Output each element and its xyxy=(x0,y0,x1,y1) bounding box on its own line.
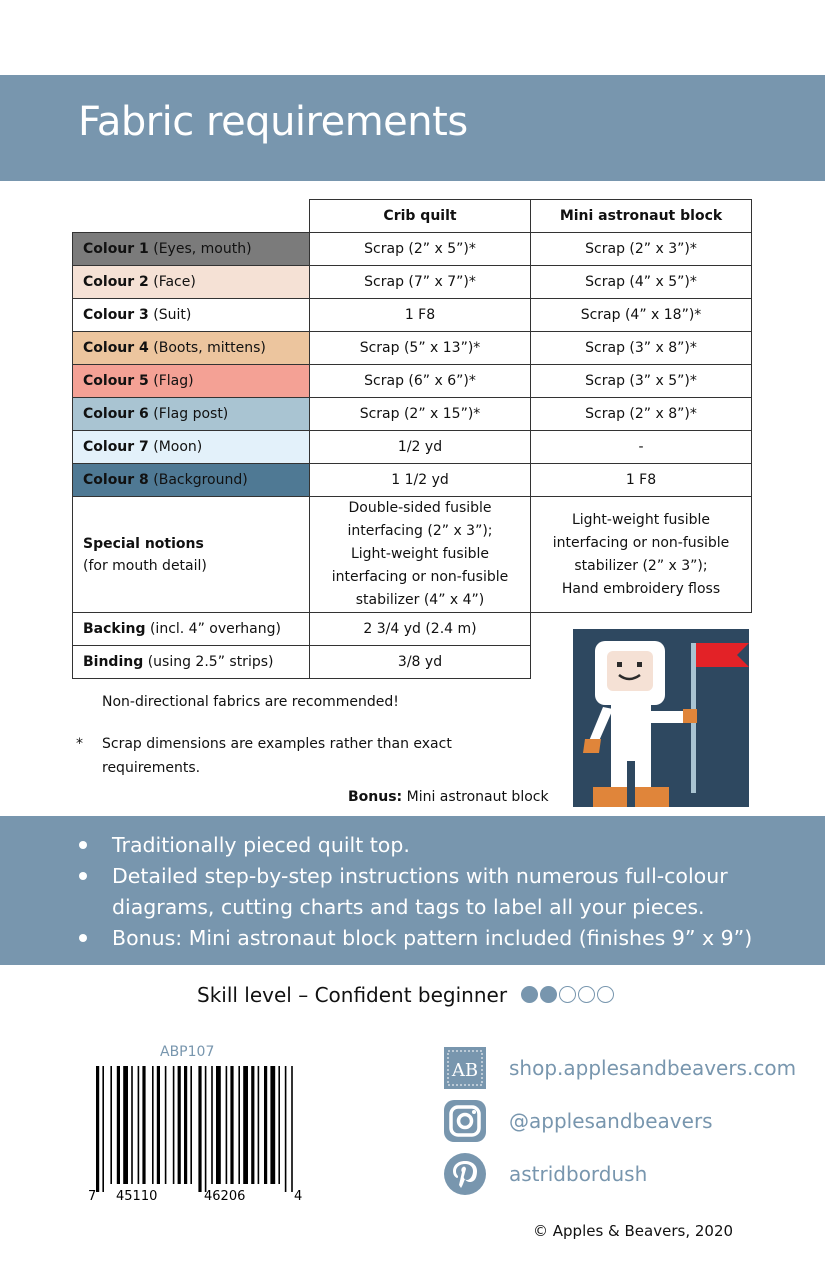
colour-5-label: Colour 5 (Flag) xyxy=(73,365,310,398)
table-row xyxy=(73,398,752,431)
footnote-text: Scrap dimensions are examples rather than exact requirements. xyxy=(102,736,452,776)
skill-dot-empty-icon xyxy=(559,986,576,1003)
skill-dot-empty-icon xyxy=(597,986,614,1003)
special-notions-crib: Double-sided fusible interfacing (2” x 3”); Light-weight fusible interfacing or non-fusible stabilizer (4” x 4”) xyxy=(310,497,531,613)
barcode-digits-right: 46206 xyxy=(204,1189,246,1202)
table-row xyxy=(73,431,752,464)
colour-4-crib: Scrap (5” x 13”)* xyxy=(310,332,531,365)
colour-4-mini: Scrap (3” x 8”)* xyxy=(531,332,752,365)
barcode-bar xyxy=(184,1066,187,1184)
barcode-bar xyxy=(178,1066,181,1184)
backing-label: Backing (incl. 4” overhang) xyxy=(73,613,310,646)
barcode-bar xyxy=(173,1066,175,1184)
barcode-bar xyxy=(243,1066,248,1184)
backing-crib: 2 3/4 yd (2.4 m) xyxy=(310,613,531,646)
colour-2-label: Colour 2 (Face) xyxy=(73,266,310,299)
barcode-digit-last: 4 xyxy=(294,1189,303,1202)
barcode-bar xyxy=(190,1066,192,1184)
feature-item: Traditionally pieced quilt top. xyxy=(78,830,802,861)
colour-3-label: Colour 3 (Suit) xyxy=(73,299,310,332)
barcode xyxy=(86,1066,308,1202)
colour-2-mini: Scrap (4” x 5”)* xyxy=(531,266,752,299)
table-row xyxy=(73,266,752,299)
barcode-bar xyxy=(131,1066,133,1184)
skill-level-indicator xyxy=(519,983,614,1007)
colour-8-label: Colour 8 (Background) xyxy=(73,464,310,497)
colour-1-label: Colour 1 (Eyes, mouth) xyxy=(73,233,310,266)
page-title: Fabric requirements xyxy=(78,99,468,145)
boot-left xyxy=(593,787,627,807)
arm-right xyxy=(649,711,685,723)
colour-7-mini: - xyxy=(531,431,752,464)
table-header-row xyxy=(73,200,752,233)
barcode-bar xyxy=(238,1066,240,1184)
colour-6-label: Colour 6 (Flag post) xyxy=(73,398,310,431)
binding-crib: 3/8 yd xyxy=(310,646,531,679)
barcode-bar xyxy=(117,1066,120,1184)
header-banner xyxy=(0,75,825,181)
bullet-icon xyxy=(79,841,87,849)
table-row xyxy=(73,299,752,332)
scrap-footnote xyxy=(76,732,522,780)
leg-right xyxy=(635,759,651,787)
bullet-icon xyxy=(79,934,87,942)
barcode-bar xyxy=(152,1066,154,1184)
barcode-bar xyxy=(138,1066,140,1184)
skill-dot-filled-icon xyxy=(540,986,557,1003)
copyright: © Apples & Beavers, 2020 xyxy=(533,1222,734,1240)
binding-label: Binding (using 2.5” strips) xyxy=(73,646,310,679)
barcode-bar xyxy=(285,1066,287,1192)
colour-7-crib: 1/2 yd xyxy=(310,431,531,464)
astronaut-block-illustration xyxy=(573,629,749,807)
shop-logo-icon xyxy=(443,1046,487,1090)
colour-3-crib: 1 F8 xyxy=(310,299,531,332)
bullet-icon xyxy=(79,872,87,880)
barcode-bar xyxy=(205,1066,207,1192)
barcode-bar xyxy=(102,1066,104,1192)
barcode-bar xyxy=(251,1066,254,1184)
colour-5-mini: Scrap (3” x 5”)* xyxy=(531,365,752,398)
leg-left xyxy=(611,759,627,787)
table-row xyxy=(73,464,752,497)
instagram-icon xyxy=(443,1099,487,1143)
pinterest-icon xyxy=(443,1152,487,1196)
column-header-mini-block: Mini astronaut block xyxy=(531,200,752,233)
colour-1-crib: Scrap (2” x 5”)* xyxy=(310,233,531,266)
table-row xyxy=(73,365,752,398)
barcode-bar xyxy=(165,1066,167,1184)
sku-code: ABP107 xyxy=(160,1044,215,1060)
barcode-bar xyxy=(258,1066,260,1184)
table-row xyxy=(73,233,752,266)
feature-item: Bonus: Mini astronaut block pattern included (finishes 9” x 9”) xyxy=(78,923,802,954)
svg-text:AB: AB xyxy=(451,1060,479,1081)
barcode-digit-first: 7 xyxy=(88,1189,97,1202)
barcode-bar xyxy=(157,1066,160,1184)
barcode-bar xyxy=(142,1066,145,1184)
barcode-bar xyxy=(198,1066,201,1192)
suit-body xyxy=(611,705,651,761)
barcode-bar xyxy=(211,1066,213,1184)
barcode-digits-left: 45110 xyxy=(116,1189,158,1202)
colour-7-label: Colour 7 (Moon) xyxy=(73,431,310,464)
bonus-caption: Bonus: Mini astronaut block xyxy=(348,789,549,805)
pinterest-handle[interactable]: astridbordush xyxy=(509,1162,648,1186)
barcode-bar xyxy=(230,1066,233,1184)
colour-3-mini: Scrap (4” x 18”)* xyxy=(531,299,752,332)
footnote-star: * xyxy=(76,736,83,752)
features-list xyxy=(78,830,802,954)
barcode-bar xyxy=(291,1066,293,1192)
face xyxy=(607,651,653,691)
barcode-bar xyxy=(226,1066,228,1184)
table-row-special-notions xyxy=(73,497,752,613)
column-header-crib-quilt: Crib quilt xyxy=(310,200,531,233)
colour-6-crib: Scrap (2” x 15”)* xyxy=(310,398,531,431)
table-row xyxy=(73,332,752,365)
colour-2-crib: Scrap (7” x 7”)* xyxy=(310,266,531,299)
skill-level xyxy=(197,983,614,1007)
special-notions-mini: Light-weight fusible interfacing or non-fusible stabilizer (2” x 3”); Hand embroidery floss xyxy=(531,497,752,613)
barcode-bar xyxy=(264,1066,267,1184)
skill-dot-filled-icon xyxy=(521,986,538,1003)
features-banner xyxy=(0,816,825,965)
colour-1-mini: Scrap (2” x 3”)* xyxy=(531,233,752,266)
boot-right xyxy=(635,787,669,807)
barcode-bar xyxy=(123,1066,128,1184)
barcode-bar xyxy=(96,1066,99,1192)
instagram-handle[interactable]: @applesandbeavers xyxy=(509,1109,713,1133)
barcode-bar xyxy=(270,1066,275,1184)
shop-url[interactable]: shop.applesandbeavers.com xyxy=(509,1056,797,1080)
feature-item: Detailed step-by-step instructions with numerous full-colour diagrams, cutting charts and tags to label all your pieces. xyxy=(78,861,802,923)
mitten-left xyxy=(583,739,601,753)
skill-dot-empty-icon xyxy=(578,986,595,1003)
directional-note: Non-directional fabrics are recommended! xyxy=(102,694,399,710)
colour-8-mini: 1 F8 xyxy=(531,464,752,497)
mitten-right xyxy=(683,709,697,723)
colour-4-label: Colour 4 (Boots, mittens) xyxy=(73,332,310,365)
fabric-requirements-table xyxy=(72,199,752,679)
barcode-bar xyxy=(110,1066,112,1184)
barcode-bars xyxy=(96,1066,293,1192)
skill-level-text: Skill level – Confident beginner xyxy=(197,983,508,1007)
barcode-bar xyxy=(216,1066,221,1184)
barcode-bar xyxy=(278,1066,280,1184)
eye-left xyxy=(617,662,622,667)
colour-8-crib: 1 1/2 yd xyxy=(310,464,531,497)
special-notions-label: Special notions (for mouth detail) xyxy=(73,497,310,613)
eye-right xyxy=(637,662,642,667)
colour-6-mini: Scrap (2” x 8”)* xyxy=(531,398,752,431)
colour-5-crib: Scrap (6” x 6”)* xyxy=(310,365,531,398)
